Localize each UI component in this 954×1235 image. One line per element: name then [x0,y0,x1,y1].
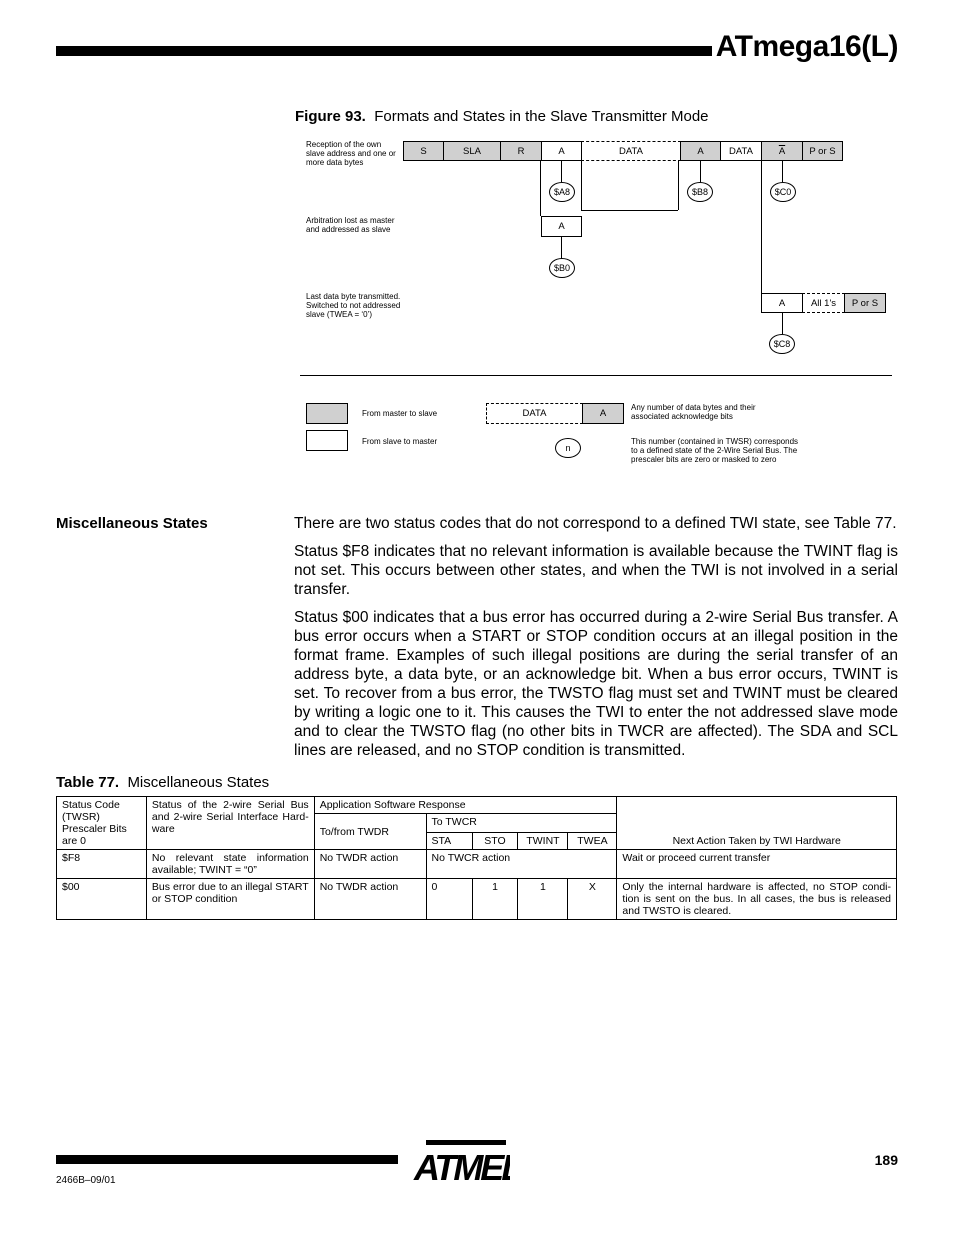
cell-next: Only the internal hardware is affected, no STOP condi-tion is sent on the bus. In all cases, the bus is released and TWSTO is cleared. [617,879,897,920]
table-row [57,879,897,920]
cell-data-2: DATA [720,141,762,161]
state-b0: $B0 [549,258,575,278]
cell-sto: 1 [472,879,518,920]
cell-code: $F8 [57,850,147,879]
cell-twea: X [568,879,617,920]
cell-status: No relevant state information available; TWINT = “0” [146,850,314,879]
header-status-code: Status Code (TWSR) Prescaler Bits are 0 [57,797,147,850]
header-sta: STA [426,833,472,850]
cell-ack-arbitration: A [541,216,582,237]
header-rule [56,46,712,56]
row3-description: Last data byte transmitted. Switched to not addressed slave (TWEA = ‘0’) [306,292,401,319]
legend-separator [300,375,892,376]
cell-twdr: No TWDR action [314,850,426,879]
row1-description: Reception of the own slave address and one or more data bytes [306,140,396,167]
header-sto: STO [472,833,518,850]
row2-description: Arbitration lost as master and addressed as slave [306,216,395,234]
header-bus-status: Status of the 2-wire Serial Bus and 2-wire Serial Interface Hard-ware [146,797,314,850]
document-title: ATmega16(L) [715,30,898,63]
legend-data-description: Any number of data bytes and their associated acknowledge bits [631,403,756,421]
loop-right [678,161,679,210]
cell-sta: 0 [426,879,472,920]
paragraph-3: Status $00 indicates that a bus error has occurred during a 2-wire Serial Bus transfer. A bus error occurs when a START or STOP condition occurs at an illegal position in the format frame. Examples of such illegal positions are during the serial transfer of an address byte, a data byte, or an acknowledge bit. When a bus error occurs, TWINT is set. To recover from a bus error, the TWSTO flag must set and TWINT must be cleared by writing a logic one to it. This causes the TWI to enter the not addressed slave mode and to clear the TWSTO flag (no other bits in TWCR are affected). The SDA and SCL lines are released, and no STOP condition is transmitted. [294,609,898,759]
figure-label: Figure 93. [295,108,366,125]
cell-next: Wait or proceed current transfer [617,850,897,879]
legend-data-cell: DATA [486,403,583,424]
connector-c8 [782,313,783,334]
loop-bottom [581,210,678,211]
state-c8: $C8 [769,334,795,354]
logo-text: ATMEL [414,1147,510,1184]
cell-ack-1: A [541,141,582,161]
table-caption [56,774,269,791]
misc-states-table [56,796,897,920]
document-code: 2466B–09/01 [56,1175,116,1186]
cell-data-1: DATA [581,141,681,161]
header-to-from-twdr: To/from TWDR [314,814,426,850]
cell-stop-1: P or S [802,141,843,161]
table-title: Miscellaneous States [127,774,270,791]
cell-ack-2: A [680,141,721,161]
nack-label: $\overline{A}$ [778,145,786,157]
legend-state-description: This number (contained in TWSR) corresponds to a defined state of the 2-Wire Serial Bus. The prescaler bits are zero or masked to zero [631,437,799,464]
legend-state-symbol: n [555,438,581,458]
atmel-logo [412,1136,510,1184]
cell-twdr: No TWDR action [314,879,426,920]
page-number: 189 [874,1152,898,1168]
legend-slave-swatch [306,430,348,451]
connector-a8 [561,161,562,182]
cell-start: S [403,141,444,161]
cell-sla: SLA [443,141,501,161]
figure-title: Formats and States in the Slave Transmitter Mode [374,108,709,125]
atmel-logo-graphic [412,1136,510,1184]
table-row [57,850,897,879]
header-next-action: Next Action Taken by TWI Hardware [617,797,897,850]
header-twint: TWINT [518,833,568,850]
cell-nack [761,141,803,161]
legend-slave-label: From slave to master [362,437,438,446]
connector-c0 [782,161,783,182]
cell-status: Bus error due to an illegal START or STOP condition [146,879,314,920]
footer-rule [56,1155,398,1164]
loop-left [540,161,541,216]
header-twea: TWEA [568,833,617,850]
cell-read: R [500,141,542,161]
header-to-twcr: To TWCR [426,814,617,833]
connector-b8 [700,161,701,182]
paragraph-1: There are two status codes that do not correspond to a defined TWI state, see Table 77. [294,515,897,532]
cell-twint: 1 [518,879,568,920]
legend-master-label: From master to slave [362,409,438,418]
state-a8: $A8 [549,182,575,202]
section-heading: Miscellaneous States [56,515,208,532]
cell-all-ones: All 1's [802,293,845,313]
header-app-response: Application Software Response [314,797,617,814]
connector-c8-drop [761,161,762,293]
figure-caption [295,108,709,125]
connector-b0 [561,237,562,259]
legend-master-swatch [306,403,348,424]
cell-code: $00 [57,879,147,920]
paragraph-2: Status $F8 indicates that no relevant information is available because the TWINT flag is not set. This occurs between other states, and when the TWI is not involved in a serial transfer. [294,543,898,598]
state-c0: $C0 [770,182,796,202]
table-label: Table 77. [56,774,120,791]
legend-ack-cell: A [582,403,624,424]
state-b8: $B8 [687,182,713,202]
cell-twcr: No TWCR action [426,850,617,879]
cell-stop-2: P or S [844,293,886,313]
loop-mid [581,161,582,210]
table-header-row-1 [57,797,897,814]
cell-ack-last: A [761,293,803,313]
